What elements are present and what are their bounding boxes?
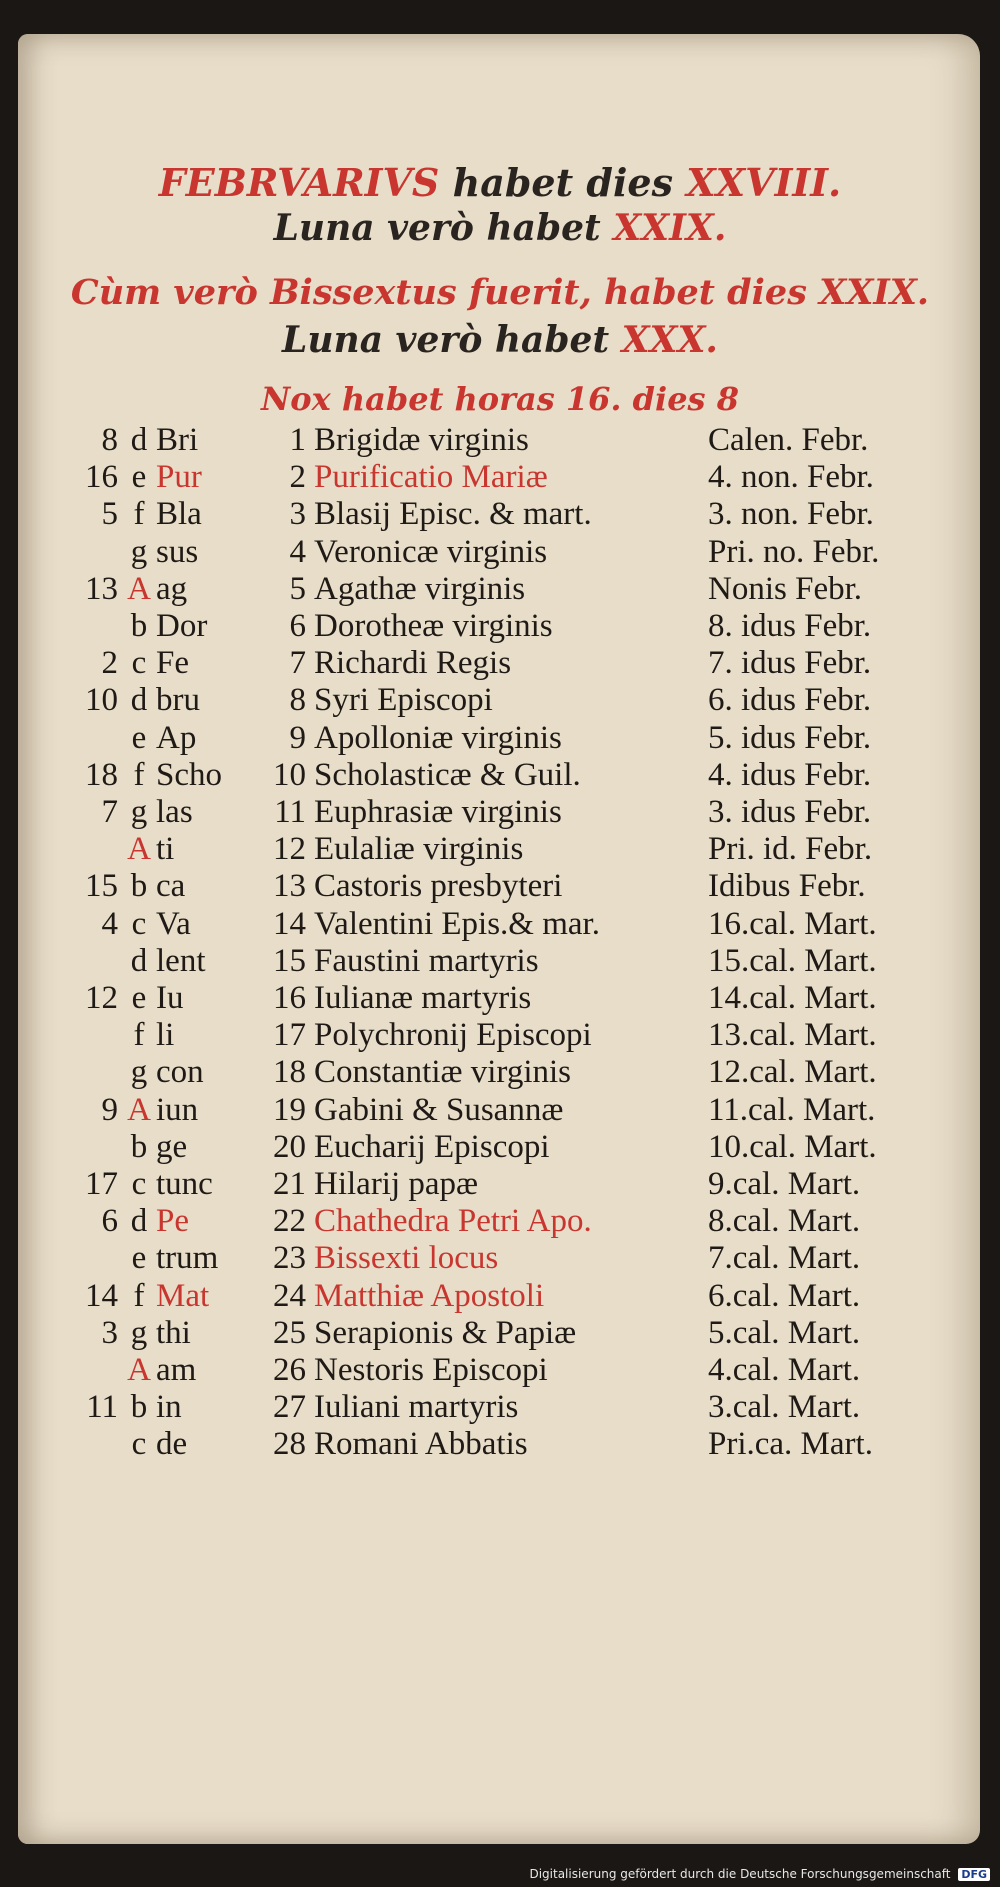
cisiojanus-syllable: am: [156, 1352, 197, 1388]
month-heading: [0, 160, 1000, 205]
roman-date: Pri. id. Febr.: [708, 831, 873, 868]
dominical-letter: A: [127, 1352, 151, 1388]
roman-date: 8.cal. Mart.: [708, 1203, 861, 1240]
dominical-letter: d: [130, 1203, 148, 1240]
calendar-row: [0, 1426, 1000, 1470]
dominical-letter: b: [130, 1128, 148, 1165]
saint-name: Iulianæ martyris: [314, 980, 532, 1016]
dominical-letter: e: [131, 719, 147, 756]
roman-date: Calen. Febr.: [708, 422, 869, 458]
roman-date: 4.cal. Mart.: [708, 1352, 861, 1388]
saint-name: Nestoris Episcopi: [314, 1352, 548, 1388]
golden-number: 4: [101, 905, 118, 942]
dominical-letter: g: [130, 1314, 148, 1351]
day-number: 6: [289, 608, 306, 644]
day-number: 22: [273, 1203, 306, 1240]
saint-name: Chathedra Petri Apo.: [314, 1203, 592, 1240]
golden-number: 3: [101, 1314, 118, 1351]
night-hours-line: Nox habet horas 16. dies 8: [261, 380, 739, 418]
dfg-logo: DFG: [958, 1868, 990, 1881]
leap-moon-number: XXX.: [621, 319, 718, 361]
roman-date: 10.cal. Mart.: [708, 1128, 877, 1165]
golden-number: 5: [101, 496, 118, 533]
dominical-letter: f: [133, 756, 145, 793]
cisiojanus-syllable: de: [156, 1426, 188, 1463]
dominical-letter: g: [130, 794, 148, 830]
golden-number: 10: [85, 682, 118, 719]
cisiojanus-syllable: Bla: [156, 496, 202, 533]
roman-date: 14.cal. Mart.: [708, 980, 877, 1016]
leap-moon-line: [0, 319, 1000, 361]
day-number: 15: [273, 942, 306, 979]
day-number: 8: [289, 682, 306, 719]
saint-name: Dorotheæ virginis: [314, 608, 553, 644]
saint-name: Constantiæ virginis: [314, 1054, 572, 1091]
day-number: 27: [273, 1389, 306, 1426]
cisiojanus-syllable: Fe: [156, 645, 189, 682]
dominical-letter: b: [130, 868, 148, 905]
day-number: 5: [289, 570, 306, 607]
roman-date: 11.cal. Mart.: [708, 1091, 876, 1128]
month-name: FEBRVARIVS: [158, 160, 440, 205]
leap-year-line: [0, 272, 1000, 313]
saint-name: Scholasticæ & Guil.: [314, 756, 581, 793]
day-number: 10: [273, 756, 306, 793]
roman-date: 9.cal. Mart.: [708, 1166, 861, 1202]
cisiojanus-syllable: Pe: [156, 1203, 189, 1240]
saint-name: Apolloniæ virginis: [314, 719, 562, 756]
day-number: 2: [289, 459, 306, 496]
cisiojanus-syllable: con: [156, 1054, 204, 1091]
day-number: 18: [273, 1054, 306, 1091]
cisiojanus-syllable: lent: [156, 942, 206, 979]
day-number: 19: [273, 1091, 306, 1128]
cisiojanus-syllable: Pur: [156, 459, 202, 496]
saint-name: Purificatio Mariæ: [314, 459, 548, 496]
day-number: 9: [289, 719, 306, 756]
saint-name: Polychronij Episcopi: [314, 1017, 592, 1054]
roman-date: Nonis Febr.: [708, 570, 863, 607]
leap-year-number: XXIX.: [819, 272, 930, 313]
saint-name: Blasij Episc. & mart.: [314, 496, 592, 533]
cisiojanus-syllable: Scho: [156, 756, 222, 793]
dominical-letter: d: [130, 942, 148, 979]
cisiojanus-syllable: Dor: [156, 608, 208, 644]
day-number: 4: [289, 533, 306, 570]
golden-number: 6: [101, 1203, 118, 1240]
golden-number: 15: [85, 868, 118, 905]
cisiojanus-syllable: bru: [156, 682, 200, 719]
cisiojanus-syllable: in: [156, 1389, 182, 1426]
roman-date: 6. idus Febr.: [708, 682, 872, 719]
saint-name: Serapionis & Papiæ: [314, 1314, 577, 1351]
day-number: 17: [273, 1017, 306, 1054]
golden-number: 18: [85, 756, 118, 793]
cisiojanus-syllable: ti: [156, 831, 175, 868]
golden-number: 13: [85, 570, 118, 607]
cisiojanus-syllable: thi: [156, 1314, 191, 1351]
moon-days-line: [0, 207, 1000, 249]
day-number: 1: [289, 422, 306, 458]
cisiojanus-syllable: tunc: [156, 1166, 213, 1202]
cisiojanus-syllable: iun: [156, 1091, 199, 1128]
month-days-number: XXVIII.: [686, 160, 842, 205]
roman-date: 3. idus Febr.: [708, 794, 872, 830]
dominical-letter: c: [131, 1426, 147, 1463]
day-number: 12: [273, 831, 306, 868]
saint-name: Faustini martyris: [314, 942, 539, 979]
cisiojanus-syllable: Va: [156, 905, 191, 942]
dominical-letter: c: [131, 905, 147, 942]
day-number: 21: [273, 1166, 306, 1202]
day-number: 14: [273, 905, 306, 942]
saint-name: Gabini & Susannæ: [314, 1091, 564, 1128]
cisiojanus-syllable: li: [156, 1017, 175, 1054]
roman-date: 15.cal. Mart.: [708, 942, 877, 979]
day-number: 20: [273, 1128, 306, 1165]
saint-name: Hilarij papæ: [314, 1166, 479, 1202]
day-number: 13: [273, 868, 306, 905]
saint-name: Bissexti locus: [314, 1240, 499, 1277]
roman-date: Pri.ca. Mart.: [708, 1426, 873, 1463]
roman-date: 5.cal. Mart.: [708, 1314, 861, 1351]
cisiojanus-syllable: Iu: [156, 980, 184, 1016]
dominical-letter: A: [127, 1091, 151, 1128]
moon-days-text: Luna verò habet: [273, 207, 614, 249]
dominical-letter: f: [133, 496, 145, 533]
day-number: 26: [273, 1352, 306, 1388]
roman-date: 3. non. Febr.: [708, 496, 874, 533]
saint-name: Richardi Regis: [314, 645, 512, 682]
day-number: 25: [273, 1314, 306, 1351]
cisiojanus-syllable: ca: [156, 868, 186, 905]
cisiojanus-syllable: trum: [156, 1240, 219, 1277]
saint-name: Veronicæ virginis: [314, 533, 548, 570]
golden-number: 11: [86, 1389, 118, 1426]
day-number: 7: [289, 645, 306, 682]
day-number: 23: [273, 1240, 306, 1277]
roman-date: 4. non. Febr.: [708, 459, 874, 496]
dominical-letter: g: [130, 533, 148, 570]
saint-name: Eulaliæ virginis: [314, 831, 524, 868]
footer-text: Digitalisierung gefördert durch die Deutsche Forschungsgemeinschaft: [529, 1867, 951, 1881]
dominical-letter: b: [130, 608, 148, 644]
saint-name: Eucharij Episcopi: [314, 1128, 550, 1165]
golden-number: 17: [85, 1166, 118, 1202]
dominical-letter: g: [130, 1054, 148, 1091]
dominical-letter: b: [130, 1389, 148, 1426]
golden-number: 16: [85, 459, 118, 496]
golden-number: 7: [101, 794, 118, 830]
moon-days-number: XXIX.: [613, 207, 727, 249]
leap-moon-text: Luna verò habet: [282, 319, 622, 361]
dominical-letter: d: [130, 422, 148, 458]
roman-date: Idibus Febr.: [708, 868, 866, 905]
roman-date: 8. idus Febr.: [708, 608, 872, 644]
roman-date: 6.cal. Mart.: [708, 1277, 861, 1314]
dominical-letter: e: [131, 459, 147, 496]
saint-name: Castoris presbyteri: [314, 868, 563, 905]
saint-name: Agathæ virginis: [314, 570, 526, 607]
day-number: 24: [273, 1277, 306, 1314]
footer-credit: [529, 1867, 990, 1881]
roman-date: 7. idus Febr.: [708, 645, 872, 682]
dominical-letter: A: [127, 570, 151, 607]
golden-number: 8: [101, 422, 118, 458]
saint-name: Valentini Epis.& mar.: [314, 905, 600, 942]
saint-name: Brigidæ virginis: [314, 422, 529, 458]
roman-date: 7.cal. Mart.: [708, 1240, 861, 1277]
saint-name: Syri Episcopi: [314, 682, 493, 719]
day-number: 28: [273, 1426, 306, 1463]
dominical-letter: f: [133, 1017, 145, 1054]
dominical-letter: c: [131, 1166, 147, 1202]
cisiojanus-syllable: ge: [156, 1128, 188, 1165]
saint-name: Matthiæ Apostoli: [314, 1277, 545, 1314]
day-number: 16: [273, 980, 306, 1016]
saint-name: Iuliani martyris: [314, 1389, 519, 1426]
saint-name: Euphrasiæ virginis: [314, 794, 562, 830]
roman-date: 12.cal. Mart.: [708, 1054, 877, 1091]
cisiojanus-syllable: Ap: [156, 719, 197, 756]
dominical-letter: e: [131, 1240, 147, 1277]
cisiojanus-syllable: Mat: [156, 1277, 210, 1314]
golden-number: 14: [85, 1277, 118, 1314]
roman-date: Pri. no. Febr.: [708, 533, 880, 570]
roman-date: 16.cal. Mart.: [708, 905, 877, 942]
cisiojanus-syllable: sus: [156, 533, 199, 570]
cisiojanus-syllable: las: [156, 794, 193, 830]
day-number: 11: [274, 794, 306, 830]
dominical-letter: A: [127, 831, 151, 868]
golden-number: 9: [101, 1091, 118, 1128]
roman-date: 13.cal. Mart.: [708, 1017, 877, 1054]
cisiojanus-syllable: ag: [156, 570, 188, 607]
cisiojanus-syllable: Bri: [156, 422, 199, 458]
leap-year-text: Cùm verò Bissextus fuerit, habet dies: [70, 272, 820, 313]
month-days-text: habet dies: [439, 160, 687, 205]
golden-number: 2: [101, 645, 118, 682]
golden-number: 12: [85, 980, 118, 1016]
dominical-letter: d: [130, 682, 148, 719]
day-number: 3: [289, 496, 306, 533]
dominical-letter: f: [133, 1277, 145, 1314]
roman-date: 4. idus Febr.: [708, 756, 872, 793]
saint-name: Romani Abbatis: [314, 1426, 528, 1463]
dominical-letter: e: [131, 980, 147, 1016]
roman-date: 5. idus Febr.: [708, 719, 872, 756]
dominical-letter: c: [131, 645, 147, 682]
roman-date: 3.cal. Mart.: [708, 1389, 861, 1426]
